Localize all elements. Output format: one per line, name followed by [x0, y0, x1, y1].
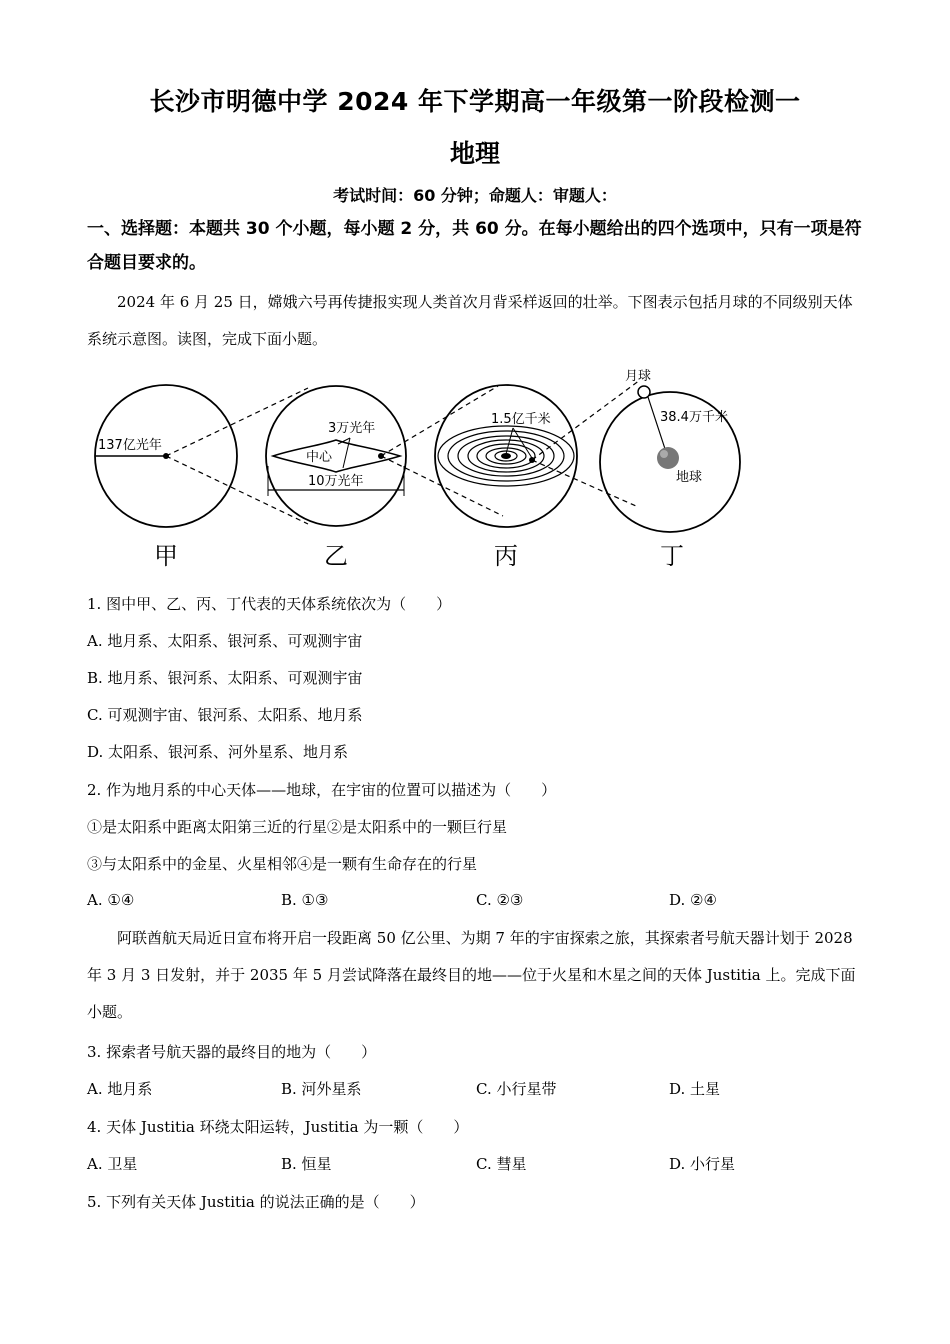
question-5-stem: 5. 下列有关天体 Justitia 的说法正确的是（ ）	[87, 1193, 425, 1211]
earth-body	[657, 447, 679, 469]
figure-svg	[88, 366, 748, 576]
exam-info: 考试时间：60 分钟；命题人：审题人：	[333, 186, 617, 205]
caption-yi: 乙	[324, 542, 348, 570]
earth-shade	[660, 450, 668, 458]
label-ding-moon: 月球	[625, 369, 652, 384]
q2-statements-2: ③与太阳系中的金星、火星相邻④是一颗有生命存在的行星	[87, 855, 478, 873]
caption-jia: 甲	[154, 542, 178, 570]
connector-bing-ding-bottom	[532, 460, 636, 506]
question-3-stem: 3. 探索者号航天器的最终目的地为（ ）	[87, 1043, 377, 1061]
q2-option-c[interactable]: C. ②③	[476, 891, 524, 909]
q1-option-a[interactable]: A. 地月系、太阳系、银河系、可观测宇宙	[87, 632, 363, 650]
passage-2: 阿联酋航天局近日宣布将开启一段距离 50 亿公里、为期 7 年的宇宙探索之旅，其探索者号航天器计划于 2028 年 3 月 3 日发射，并于 2035 年 5 月尝试降落在最终目的地——位于火星和木星之间的天体 Justitia 上。完成下面小题。	[87, 929, 856, 1021]
question-1-stem: 1. 图中甲、乙、丙、丁代表的天体系统依次为（ ）	[87, 595, 452, 613]
exam-title: 长沙市明德中学 2024 年下学期高一年级第一阶段检测一	[149, 87, 801, 116]
label-yi-diameter: 10万光年	[308, 474, 364, 489]
distance-pointer-1	[506, 428, 513, 454]
question-4-stem: 4. 天体 Justitia 环绕太阳运转，Justitia 为一颗（ ）	[87, 1118, 469, 1136]
subject-title: 地理	[449, 139, 500, 168]
label-yi-thickness: 3万光年	[328, 421, 376, 436]
label-yi-center: 中心	[306, 450, 333, 465]
q2-option-d[interactable]: D. ②④	[669, 891, 717, 909]
label-ding-earth: 地球	[676, 470, 703, 485]
q4-option-b[interactable]: B. 恒星	[281, 1155, 332, 1173]
label-bing-distance: 1.5亿千米	[491, 412, 551, 427]
moon-body	[638, 386, 650, 398]
q3-option-b[interactable]: B. 河外星系	[281, 1080, 362, 1098]
q4-option-a[interactable]: A. 卫星	[87, 1155, 138, 1173]
q2-statements-1: ①是太阳系中距离太阳第三近的行星②是太阳系中的一颗巨行星	[87, 818, 508, 836]
q4-option-c[interactable]: C. 彗星	[476, 1155, 527, 1173]
label-jia-radius: 137亿光年	[98, 438, 162, 453]
section-heading: 一、选择题：本题共 30 个小题，每小题 2 分，共 60 分。在每小题给出的四个选项中，只有一项是符合题目要求的。	[87, 219, 862, 273]
question-2-stem: 2. 作为地月系的中心天体——地球，在宇宙的位置可以描述为（ ）	[87, 781, 557, 799]
q3-option-d[interactable]: D. 土星	[669, 1080, 721, 1098]
q1-option-b[interactable]: B. 地月系、银河系、太阳系、可观测宇宙	[87, 669, 363, 687]
q1-option-c[interactable]: C. 可观测宇宙、银河系、太阳系、地月系	[87, 706, 363, 724]
caption-bing: 丙	[494, 542, 518, 570]
q3-option-c[interactable]: C. 小行星带	[476, 1080, 557, 1098]
label-ding-distance: 38.4万千米	[660, 410, 728, 425]
q2-option-a[interactable]: A. ①④	[87, 891, 135, 909]
connector-yi-bing-top	[381, 386, 498, 456]
q3-option-a[interactable]: A. 地月系	[87, 1080, 153, 1098]
q2-option-b[interactable]: B. ①③	[281, 891, 329, 909]
q1-option-d[interactable]: D. 太阳系、银河系、河外星系、地月系	[87, 743, 349, 761]
q4-option-d[interactable]: D. 小行星	[669, 1155, 736, 1173]
passage-1: 2024 年 6 月 25 日，嫦娥六号再传捷报实现人类首次月背采样返回的壮举。下图表示包括月球的不同级别天体系统示意图。读图，完成下面小题。	[87, 293, 853, 348]
caption-ding: 丁	[660, 542, 684, 570]
celestial-systems-figure	[88, 366, 748, 576]
